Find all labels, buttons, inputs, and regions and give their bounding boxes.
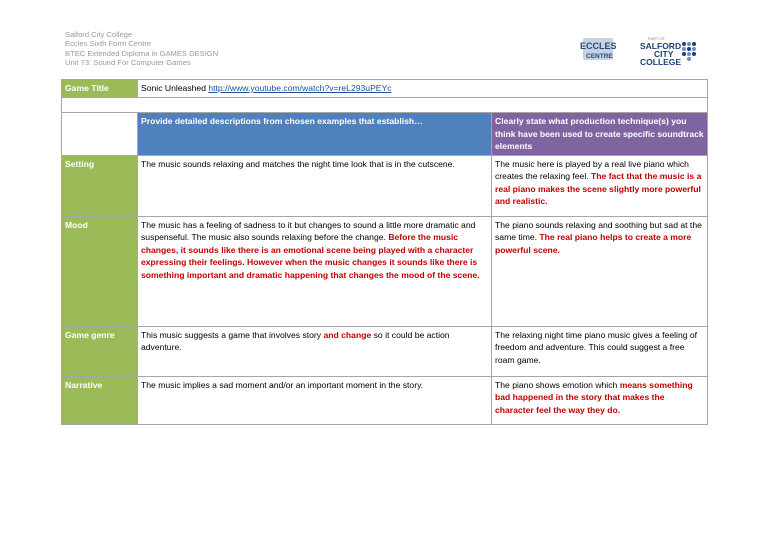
setting-technique: The music here is played by a real live piano which creates the relaxing feel. The fact that the music is a real piano makes the scene slightly more powerful and realistic. (492, 155, 708, 216)
table-row-setting (62, 155, 708, 216)
table-row-game-genre (62, 326, 708, 376)
table-row-narrative (62, 376, 708, 424)
part-of-label: PART OF (648, 36, 665, 41)
sound-analysis-table (61, 79, 708, 425)
eccles-logo-top: ECCLES (580, 41, 617, 51)
college-name: Salford City College (65, 30, 133, 39)
spacer-row (62, 98, 708, 113)
game-genre-description: This music suggests a game that involves story and change so it could be action adventure. (138, 326, 492, 376)
city-label: CITY (654, 49, 674, 59)
narrative-description: The music implies a sad moment and/or an important moment in the story. (138, 376, 492, 424)
setting-description: The music sounds relaxing and matches the night time look that is in the cutscene. (138, 155, 492, 216)
row-label-game-genre: Game genre (62, 326, 138, 376)
header-block (65, 30, 218, 67)
techniques-header: Clearly state what production technique(s) you think have been used to create specific soundtrack elements (492, 113, 708, 156)
centre-name: Eccles Sixth Form Centre (65, 39, 152, 49)
game-name: Sonic Unleashed (141, 83, 206, 93)
row-label-setting: Setting (62, 155, 138, 216)
descriptions-header: Provide detailed descriptions from chosen examples that establish… (138, 113, 492, 156)
salford-city-college-logo (640, 36, 696, 67)
title-row (62, 80, 708, 98)
column-header-row (62, 113, 708, 156)
row-label-mood: Mood (62, 216, 138, 326)
unit-name: Unit 73: Sound For Computer Games (65, 57, 191, 67)
narrative-technique: The piano shows emotion which means something bad happened in the story that makes the character feel the way they do. (492, 376, 708, 424)
mood-description: The music has a feeling of sadness to it but changes to sound a little more dramatic and suspenseful. The music also sounds relaxing before the change. Before the music changes, it sounds like there is an emotional scene being played with a character expressing their feelings. However when the music changes it sounds like there is something important and dramatic happening that changes the mood of the scene. (138, 216, 492, 326)
video-link[interactable]: http://www.youtube.com/watch?v=reL293uPEYc (208, 83, 392, 93)
table-row-mood (62, 216, 708, 326)
game-genre-technique: The relaxing night time piano music gives a feeling of freedom and adventure. This could suggest a free roam game. (492, 326, 708, 376)
game-title-label: Game Title (62, 80, 138, 98)
game-title-cell (138, 80, 708, 98)
eccles-logo-bottom: CENTRE (586, 53, 613, 60)
course-name: BTEC Extended Diploma in GAMES DESIGN (65, 48, 219, 58)
mood-technique: The piano sounds relaxing and soothing but sad at the same time. The real piano helps to create a more powerful scene. (492, 216, 708, 326)
college-label: COLLEGE (640, 57, 682, 67)
salford-label: SALFORD (640, 41, 682, 51)
college-logos (578, 34, 704, 70)
row-label-narrative: Narrative (62, 376, 138, 424)
eccles-centre-logo (580, 38, 617, 60)
